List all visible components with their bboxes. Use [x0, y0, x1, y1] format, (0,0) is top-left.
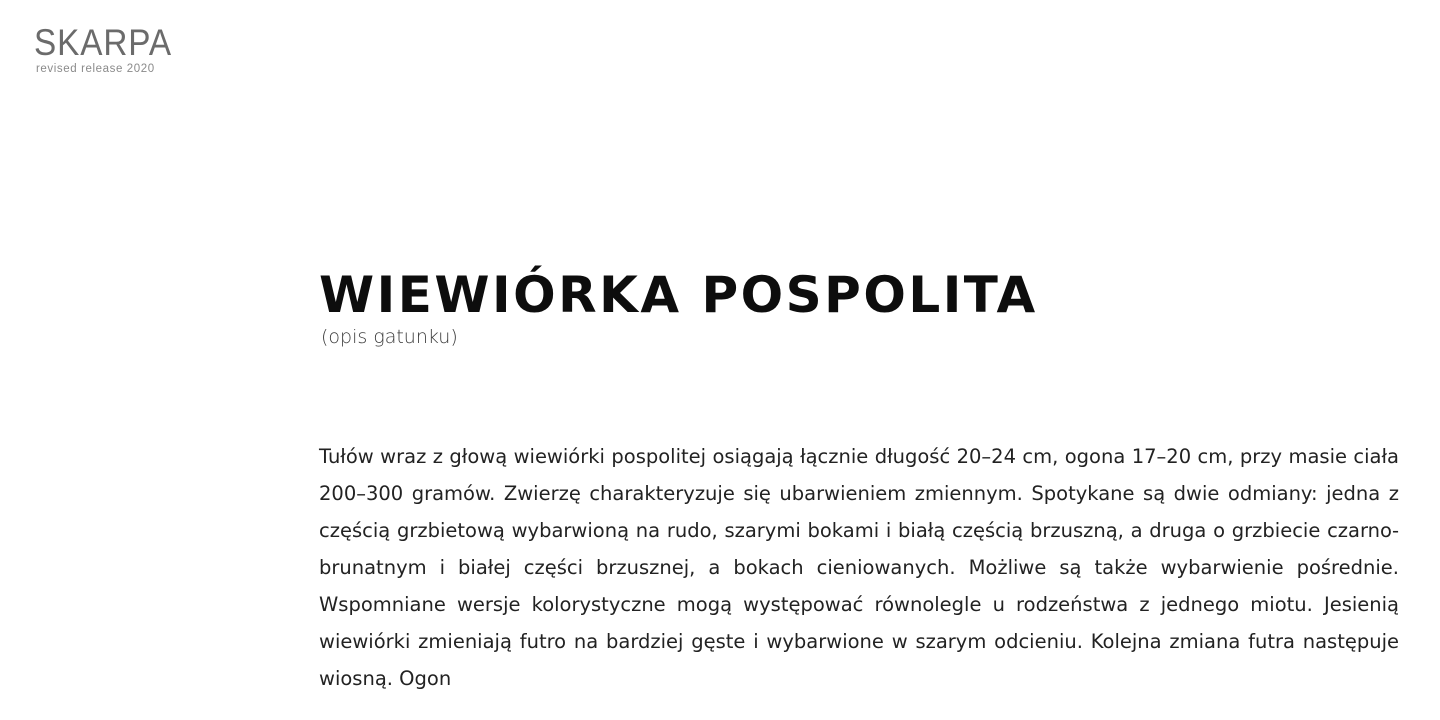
brand-name: SKARPA [34, 22, 173, 63]
brand-tagline: revised release 2020 [36, 63, 155, 75]
article-body: Tułów wraz z głową wiewiórki pospolitej osiągają łącznie długość 20–24 cm, ogona 17–20 cm, przy masie ciała 200–300 gramów. Zwierzę charakteryzuje się ubarwieniem zmiennym. Spotykane są dwie odmiany: jedna z częścią grzbietową wybarwioną na rudo, szarymi bokami i białą częścią brzuszną, a druga o grzbiecie czarnobrunatnym i białej części brzusznej, a bokach cieniowanych. Możliwe są także wybarwienie pośrednie. Wspomniane wersje kolorystyczne mogą występować równolegle u rodzeństwa z jednego miotu. Jesienią wiewiórki zmieniają futro na bardziej gęste i wybarwione w szarym odcieniu. Kolejna zmiana futra następuje wiosną. Ogon [319, 445, 1399, 690]
page-subtitle: (opis gatunku) [321, 326, 458, 348]
brand-logo [34, 24, 187, 76]
article [319, 264, 1399, 690]
page-title: WIEWIÓRKA POSPOLITA [319, 266, 1038, 324]
